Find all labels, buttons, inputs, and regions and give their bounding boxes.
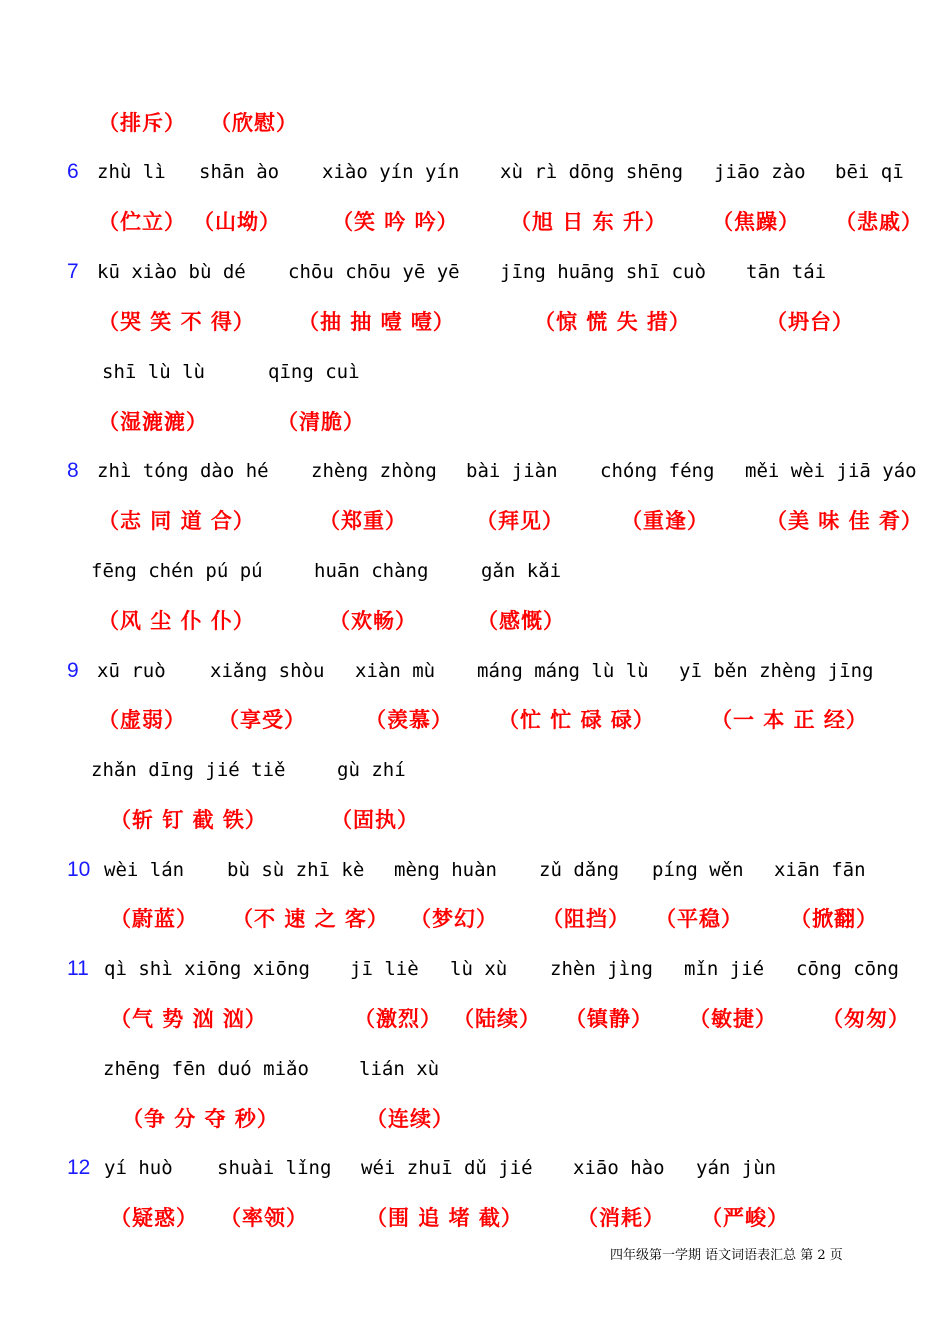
hanzi-word: （惊 慌 失 措） (534, 310, 691, 334)
pinyin-line (0, 1049, 950, 1089)
hanzi-word: （羡慕） (365, 708, 453, 732)
pinyin-word: gǎn kǎi (481, 560, 562, 582)
hanzi-word: （严峻） (701, 1206, 789, 1230)
hanzi-word: （消耗） (577, 1206, 665, 1230)
pinyin-word: yí huò (104, 1157, 173, 1179)
pinyin-line (0, 949, 950, 989)
hanzi-word: （激烈） (354, 1007, 442, 1031)
pinyin-word: mǐn jié (684, 958, 765, 980)
pinyin-word: zhèn jìng (550, 958, 653, 980)
hanzi-word: （焦躁） (712, 210, 800, 234)
pinyin-word: huān chàng (314, 560, 429, 582)
pinyin-word: yī běn zhèng jīng (679, 660, 874, 682)
pinyin-word: kū xiào bù dé (97, 261, 246, 283)
page-footer: 四年级第一学期 语文词语表汇总 第 2 页 (610, 1248, 843, 1263)
pinyin-line (0, 152, 950, 192)
pinyin-line (0, 451, 950, 491)
pinyin-word: chōu chōu yē yē (288, 261, 460, 283)
hanzi-word: （清脆） (277, 410, 365, 434)
hanzi-word: （陆续） (453, 1007, 541, 1031)
hanzi-word: （固执） (331, 808, 419, 832)
hanzi-word: （欢畅） (329, 609, 417, 633)
lesson-number: 12 (67, 1156, 91, 1179)
pinyin-word: xiāo hào (573, 1157, 665, 1179)
pinyin-word: xū ruò (97, 660, 166, 682)
lesson-number: 6 (67, 160, 79, 183)
pinyin-word: jīng huāng shī cuò (500, 261, 706, 283)
pinyin-line (0, 651, 950, 691)
lesson-number: 9 (67, 659, 79, 682)
hanzi-word: （坍台） (766, 310, 854, 334)
pinyin-word: zhù lì (97, 161, 166, 183)
pinyin-word: zhēng fēn duó miǎo (103, 1058, 309, 1080)
pinyin-word: xiào yín yín (322, 161, 460, 183)
pinyin-word: wèi lán (104, 859, 185, 881)
hanzi-word: （不 速 之 客） (232, 907, 389, 931)
pinyin-word: chóng féng (600, 460, 715, 482)
lesson-number: 8 (67, 459, 79, 482)
pinyin-word: lián xù (359, 1058, 440, 1080)
hanzi-word: （山坳） (193, 210, 281, 234)
hanzi-word: （斩 钉 截 铁） (110, 808, 267, 832)
hanzi-word: （围 追 堵 截） (366, 1206, 523, 1230)
lesson-number: 10 (67, 858, 91, 881)
pinyin-word: bēi qī (835, 161, 904, 183)
hanzi-word: （感慨） (477, 609, 565, 633)
hanzi-line (0, 999, 950, 1039)
hanzi-word: （率领） (220, 1206, 308, 1230)
pinyin-word: xiàn mù (355, 660, 436, 682)
hanzi-line (0, 899, 950, 939)
pinyin-word: fēng chén pú pú (91, 560, 263, 582)
hanzi-word: （拜见） (476, 509, 564, 533)
hanzi-word: （欣慰） (210, 111, 298, 135)
pinyin-word: shān ào (199, 161, 280, 183)
pinyin-line (0, 750, 950, 790)
pinyin-word: shī lù lù (102, 361, 205, 383)
pinyin-line (0, 252, 950, 292)
pinyin-word: gù zhí (337, 759, 406, 781)
pinyin-line (0, 551, 950, 591)
hanzi-line (0, 501, 950, 541)
hanzi-word: （梦幻） (410, 907, 498, 931)
pinyin-word: tān tái (746, 261, 827, 283)
hanzi-word: （争 分 夺 秒） (122, 1107, 279, 1131)
hanzi-word: （哭 笑 不 得） (98, 310, 255, 334)
lesson-number: 7 (67, 260, 79, 283)
hanzi-word: （虚弱） (98, 708, 186, 732)
pinyin-word: bù sù zhī kè (227, 859, 365, 881)
pinyin-word: wéi zhuī dǔ jié (361, 1157, 533, 1179)
pinyin-word: xiān fān (774, 859, 866, 881)
hanzi-word: （阻挡） (542, 907, 630, 931)
hanzi-word: （郑重） (319, 509, 407, 533)
pinyin-word: lù xù (450, 958, 508, 980)
hanzi-line (0, 1198, 950, 1238)
pinyin-word: jiāo zào (714, 161, 806, 183)
hanzi-word: （湿漉漉） (98, 410, 208, 434)
hanzi-word: （重逢） (621, 509, 709, 533)
hanzi-word: （排斥） (98, 111, 186, 135)
pinyin-word: cōng cōng (796, 958, 899, 980)
pinyin-line (0, 1148, 950, 1188)
pinyin-word: mèng huàn (394, 859, 497, 881)
hanzi-line (0, 103, 950, 143)
pinyin-word: zhǎn dīng jié tiě (91, 759, 286, 781)
pinyin-word: xiǎng shòu (210, 660, 325, 682)
hanzi-word: （抽 抽 噎 噎） (298, 310, 455, 334)
pinyin-word: xù rì dōng shēng (500, 161, 684, 183)
hanzi-word: （蔚蓝） (110, 907, 198, 931)
pinyin-word: jī liè (350, 958, 419, 980)
hanzi-word: （气 势 汹 汹） (110, 1007, 267, 1031)
hanzi-word: （旭 日 东 升） (510, 210, 667, 234)
lesson-number: 11 (67, 957, 89, 980)
hanzi-word: （镇静） (565, 1007, 653, 1031)
pinyin-word: shuài lǐng (217, 1157, 332, 1179)
hanzi-word: （一 本 正 经） (711, 708, 868, 732)
hanzi-word: （忙 忙 碌 碌） (498, 708, 655, 732)
pinyin-word: bài jiàn (466, 460, 558, 482)
hanzi-word: （敏捷） (689, 1007, 777, 1031)
pinyin-word: yán jùn (696, 1157, 777, 1179)
hanzi-word: （疑惑） (110, 1206, 198, 1230)
hanzi-word: （美 味 佳 肴） (766, 509, 923, 533)
pinyin-word: qì shì xiōng xiōng (104, 958, 310, 980)
pinyin-line (0, 352, 950, 392)
hanzi-word: （志 同 道 合） (98, 509, 255, 533)
hanzi-word: （平稳） (655, 907, 743, 931)
pinyin-line (0, 850, 950, 890)
hanzi-word: （匆匆） (822, 1007, 910, 1031)
pinyin-word: zhèng zhòng (311, 460, 437, 482)
hanzi-line (0, 202, 950, 242)
hanzi-line (0, 700, 950, 740)
pinyin-word: qīng cuì (268, 361, 360, 383)
hanzi-word: （悲戚） (835, 210, 923, 234)
hanzi-word: （笑 吟 吟） (332, 210, 459, 234)
pinyin-word: měi wèi jiā yáo (745, 460, 917, 482)
hanzi-word: （风 尘 仆 仆） (98, 609, 255, 633)
hanzi-line (0, 1099, 950, 1139)
hanzi-line (0, 402, 950, 442)
pinyin-word: máng máng lù lù (477, 660, 649, 682)
hanzi-word: （掀翻） (790, 907, 878, 931)
hanzi-word: （伫立） (98, 210, 186, 234)
hanzi-line (0, 800, 950, 840)
pinyin-word: píng wěn (652, 859, 744, 881)
pinyin-word: zǔ dǎng (539, 859, 620, 881)
hanzi-line (0, 302, 950, 342)
hanzi-word: （连续） (366, 1107, 454, 1131)
hanzi-line (0, 601, 950, 641)
hanzi-word: （享受） (218, 708, 306, 732)
pinyin-word: zhì tóng dào hé (97, 460, 269, 482)
